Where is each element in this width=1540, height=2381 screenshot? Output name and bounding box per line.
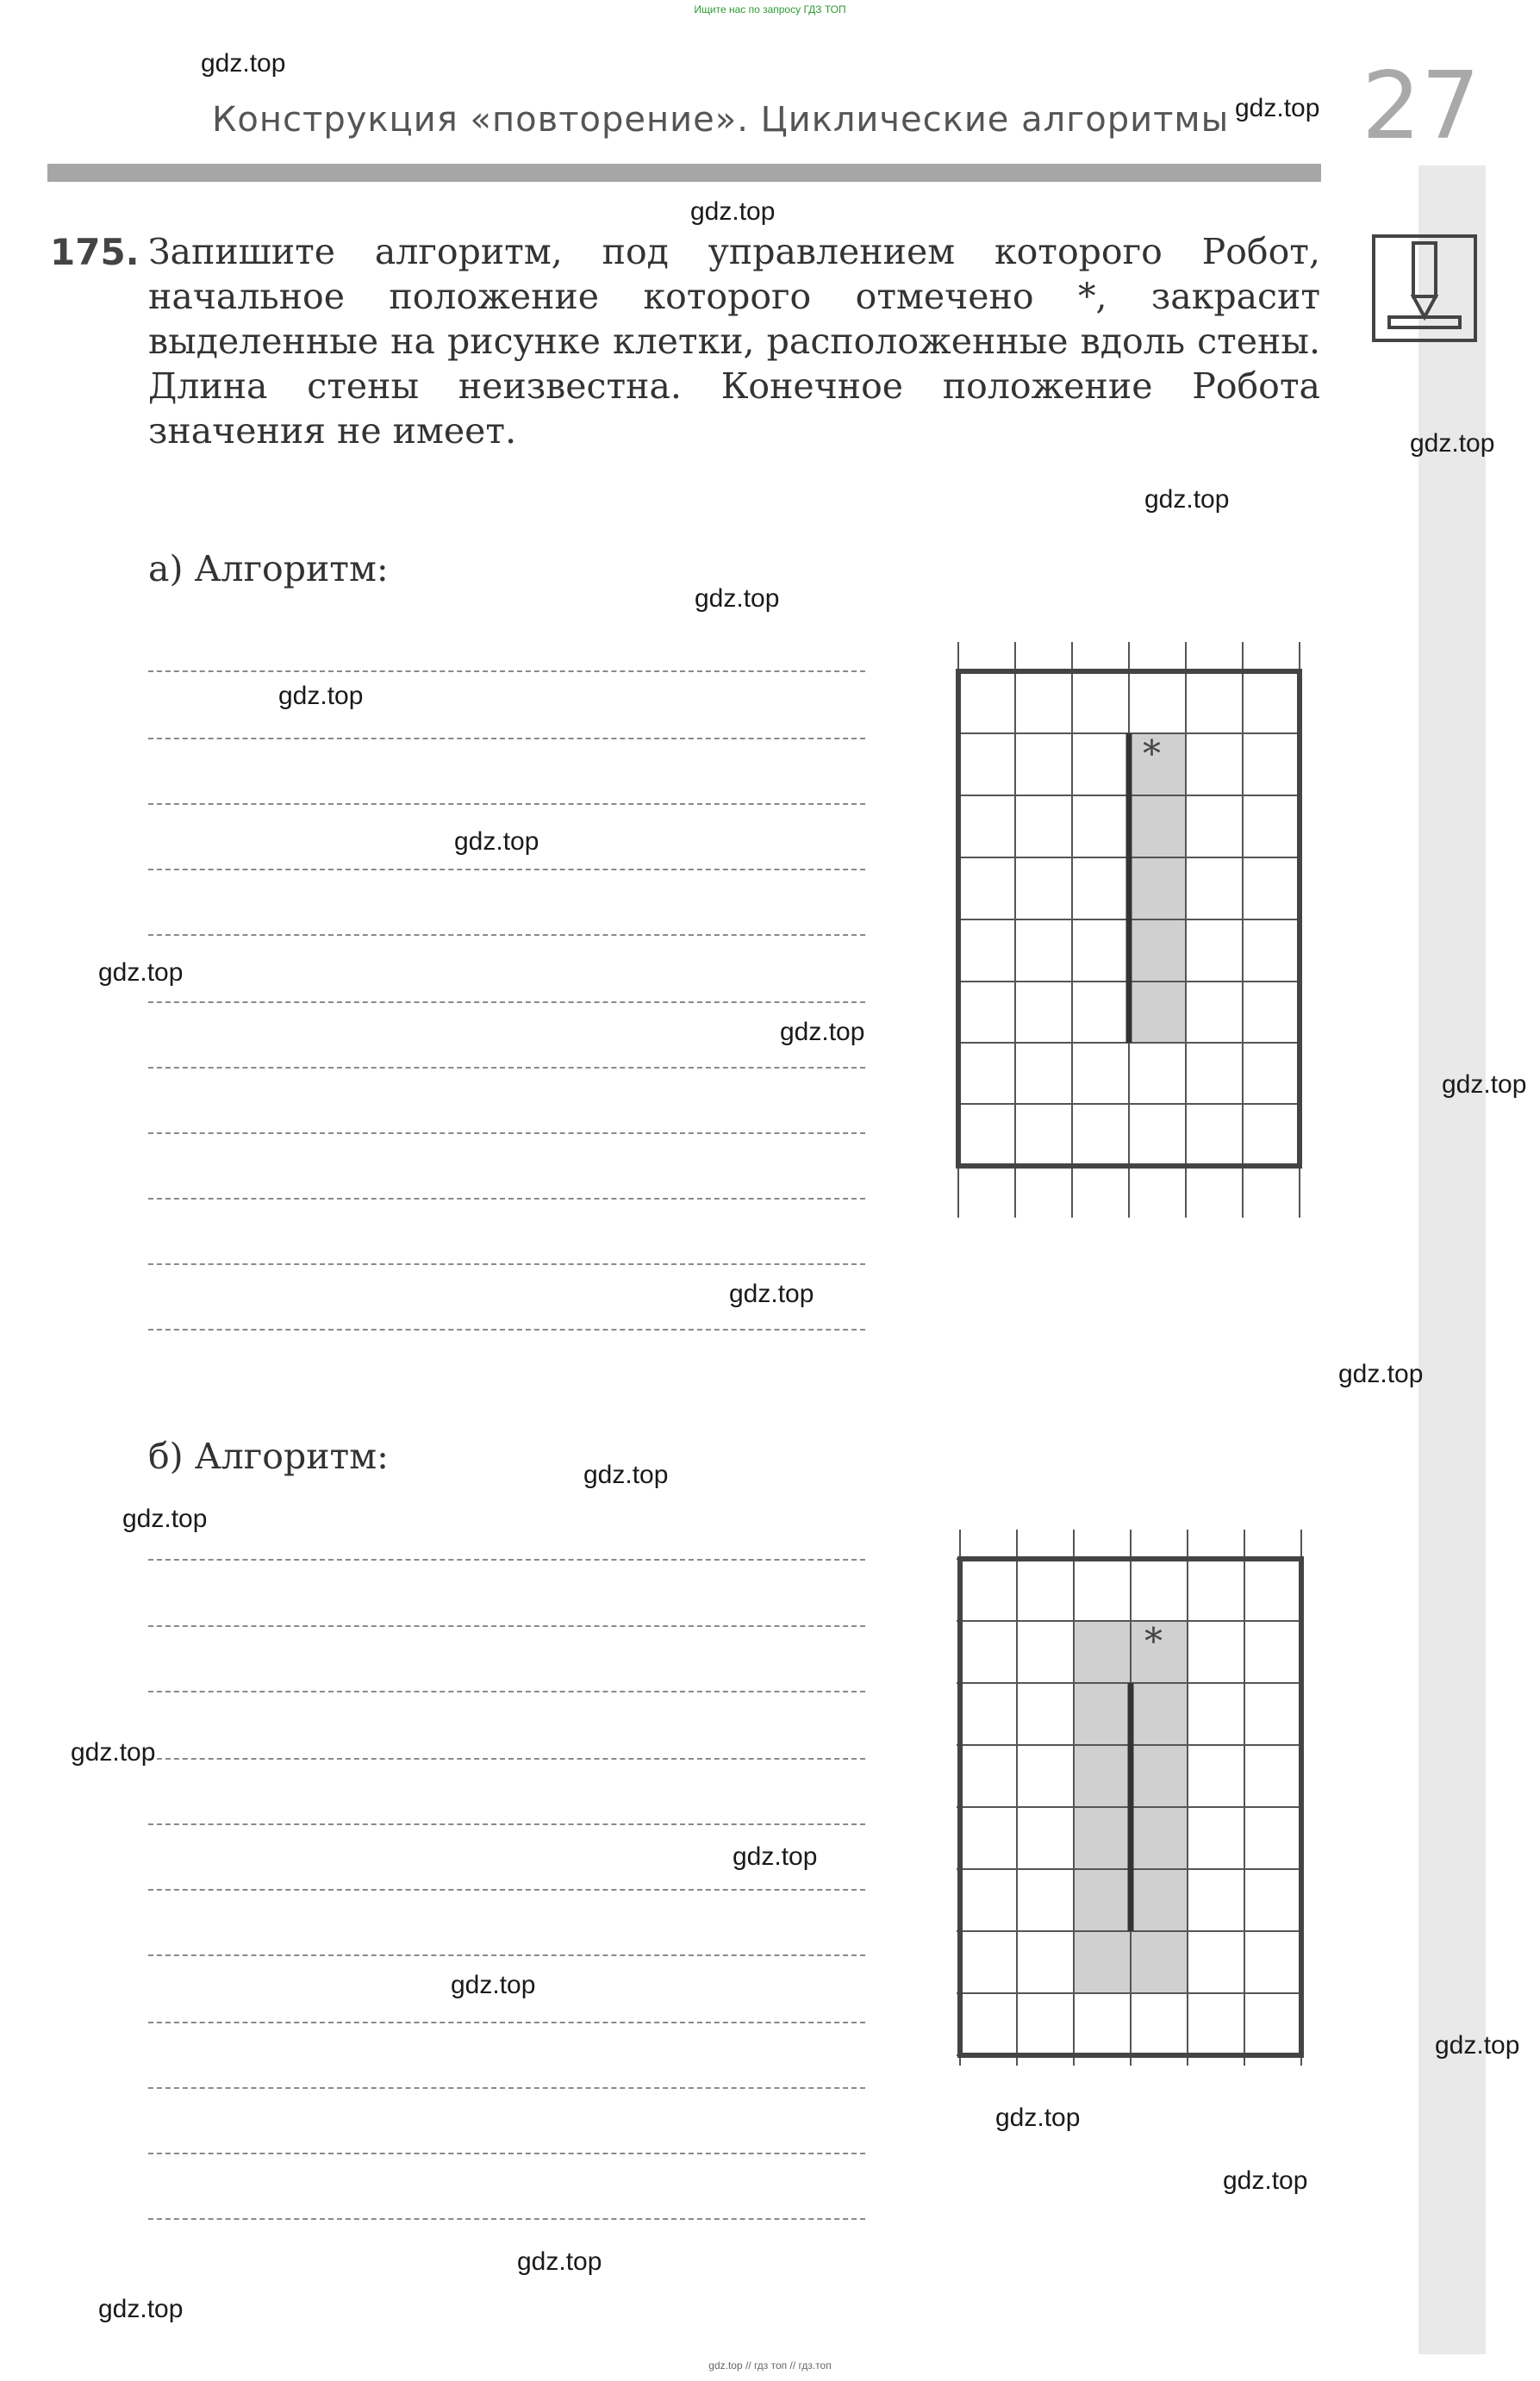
watermark-text: gdz.top: [278, 682, 364, 710]
bottom-note: gdz.top // гдз топ // гдз.топ: [708, 2359, 832, 2372]
robot-field-a: [948, 642, 1319, 1219]
watermark-text: gdz.top: [695, 584, 780, 613]
watermark-text: gdz.top: [201, 49, 286, 78]
section-a-label: а) Алгоритм:: [148, 548, 389, 589]
answer-line[interactable]: [148, 738, 865, 739]
answer-line[interactable]: [148, 869, 865, 870]
answer-line[interactable]: [148, 670, 865, 672]
watermark-text: gdz.top: [98, 2295, 184, 2323]
watermark-text: gdz.top: [1410, 429, 1495, 458]
answer-line[interactable]: [148, 2218, 865, 2220]
watermark-text: gdz.top: [98, 958, 184, 987]
watermark-text: gdz.top: [690, 197, 776, 226]
watermark-text: gdz.top: [995, 2104, 1081, 2132]
watermark-text: gdz.top: [454, 827, 539, 856]
answer-line[interactable]: [148, 2087, 865, 2089]
answer-line[interactable]: [148, 1691, 865, 1692]
answer-line[interactable]: [148, 2153, 865, 2154]
answer-line[interactable]: [148, 1954, 865, 1956]
robot-start-marker-b: *: [1144, 1620, 1163, 1662]
answer-line[interactable]: [148, 1132, 865, 1134]
watermark-text: gdz.top: [1223, 2166, 1308, 2195]
watermark-text: gdz.top: [517, 2247, 602, 2276]
watermark-text: gdz.top: [583, 1461, 669, 1489]
top-search-note: Ищите нас по запросу ГДЗ ТОП: [694, 3, 846, 16]
robot-field-b: [948, 1530, 1319, 2068]
answer-line[interactable]: [148, 2022, 865, 2023]
page-number: 27: [1362, 53, 1481, 160]
answer-line[interactable]: [148, 934, 865, 936]
answer-line[interactable]: [148, 1559, 865, 1561]
section-b-label: б) Алгоритм:: [148, 1436, 389, 1477]
answer-line[interactable]: [148, 1889, 865, 1891]
answer-line[interactable]: [148, 1263, 865, 1265]
shaded-cells: [1129, 733, 1186, 1043]
watermark-text: gdz.top: [451, 1971, 536, 1999]
watermark-text: gdz.top: [1235, 94, 1320, 122]
watermark-text: gdz.top: [780, 1018, 865, 1046]
answer-line[interactable]: [148, 1823, 865, 1825]
robot-start-marker-a: *: [1143, 732, 1161, 775]
answer-line[interactable]: [148, 1625, 865, 1627]
side-margin-strip: [1418, 165, 1486, 2354]
watermark-text: gdz.top: [1442, 1070, 1527, 1099]
watermark-text: gdz.top: [122, 1505, 208, 1533]
watermark-text: gdz.top: [729, 1280, 814, 1308]
watermark-text: gdz.top: [733, 1842, 818, 1871]
answer-line[interactable]: [148, 803, 865, 805]
pencil-icon: [1372, 234, 1477, 342]
task-number: 175.: [50, 231, 140, 273]
header-divider-bar: [47, 164, 1321, 182]
answer-line[interactable]: [148, 1001, 865, 1003]
answer-line[interactable]: [148, 1758, 865, 1760]
task-text: Запишите алгоритм, под управлением которого Робот, начальное положение которого отмечено *, закрасит выделенные на рисунке клетки, расположенные вдоль стены. Длина стены неизвестна. Конечное положение Робота значения не имеет.: [148, 231, 1320, 452]
watermark-text: gdz.top: [1435, 2031, 1520, 2060]
answer-line[interactable]: [148, 1067, 865, 1069]
watermark-text: gdz.top: [71, 1738, 156, 1767]
answer-line[interactable]: [148, 1329, 865, 1331]
watermark-text: gdz.top: [1144, 485, 1230, 514]
watermark-text: gdz.top: [1338, 1360, 1424, 1388]
answer-line[interactable]: [148, 1198, 865, 1200]
chapter-title: Конструкция «повторение». Циклические алгоритмы: [212, 100, 1230, 140]
